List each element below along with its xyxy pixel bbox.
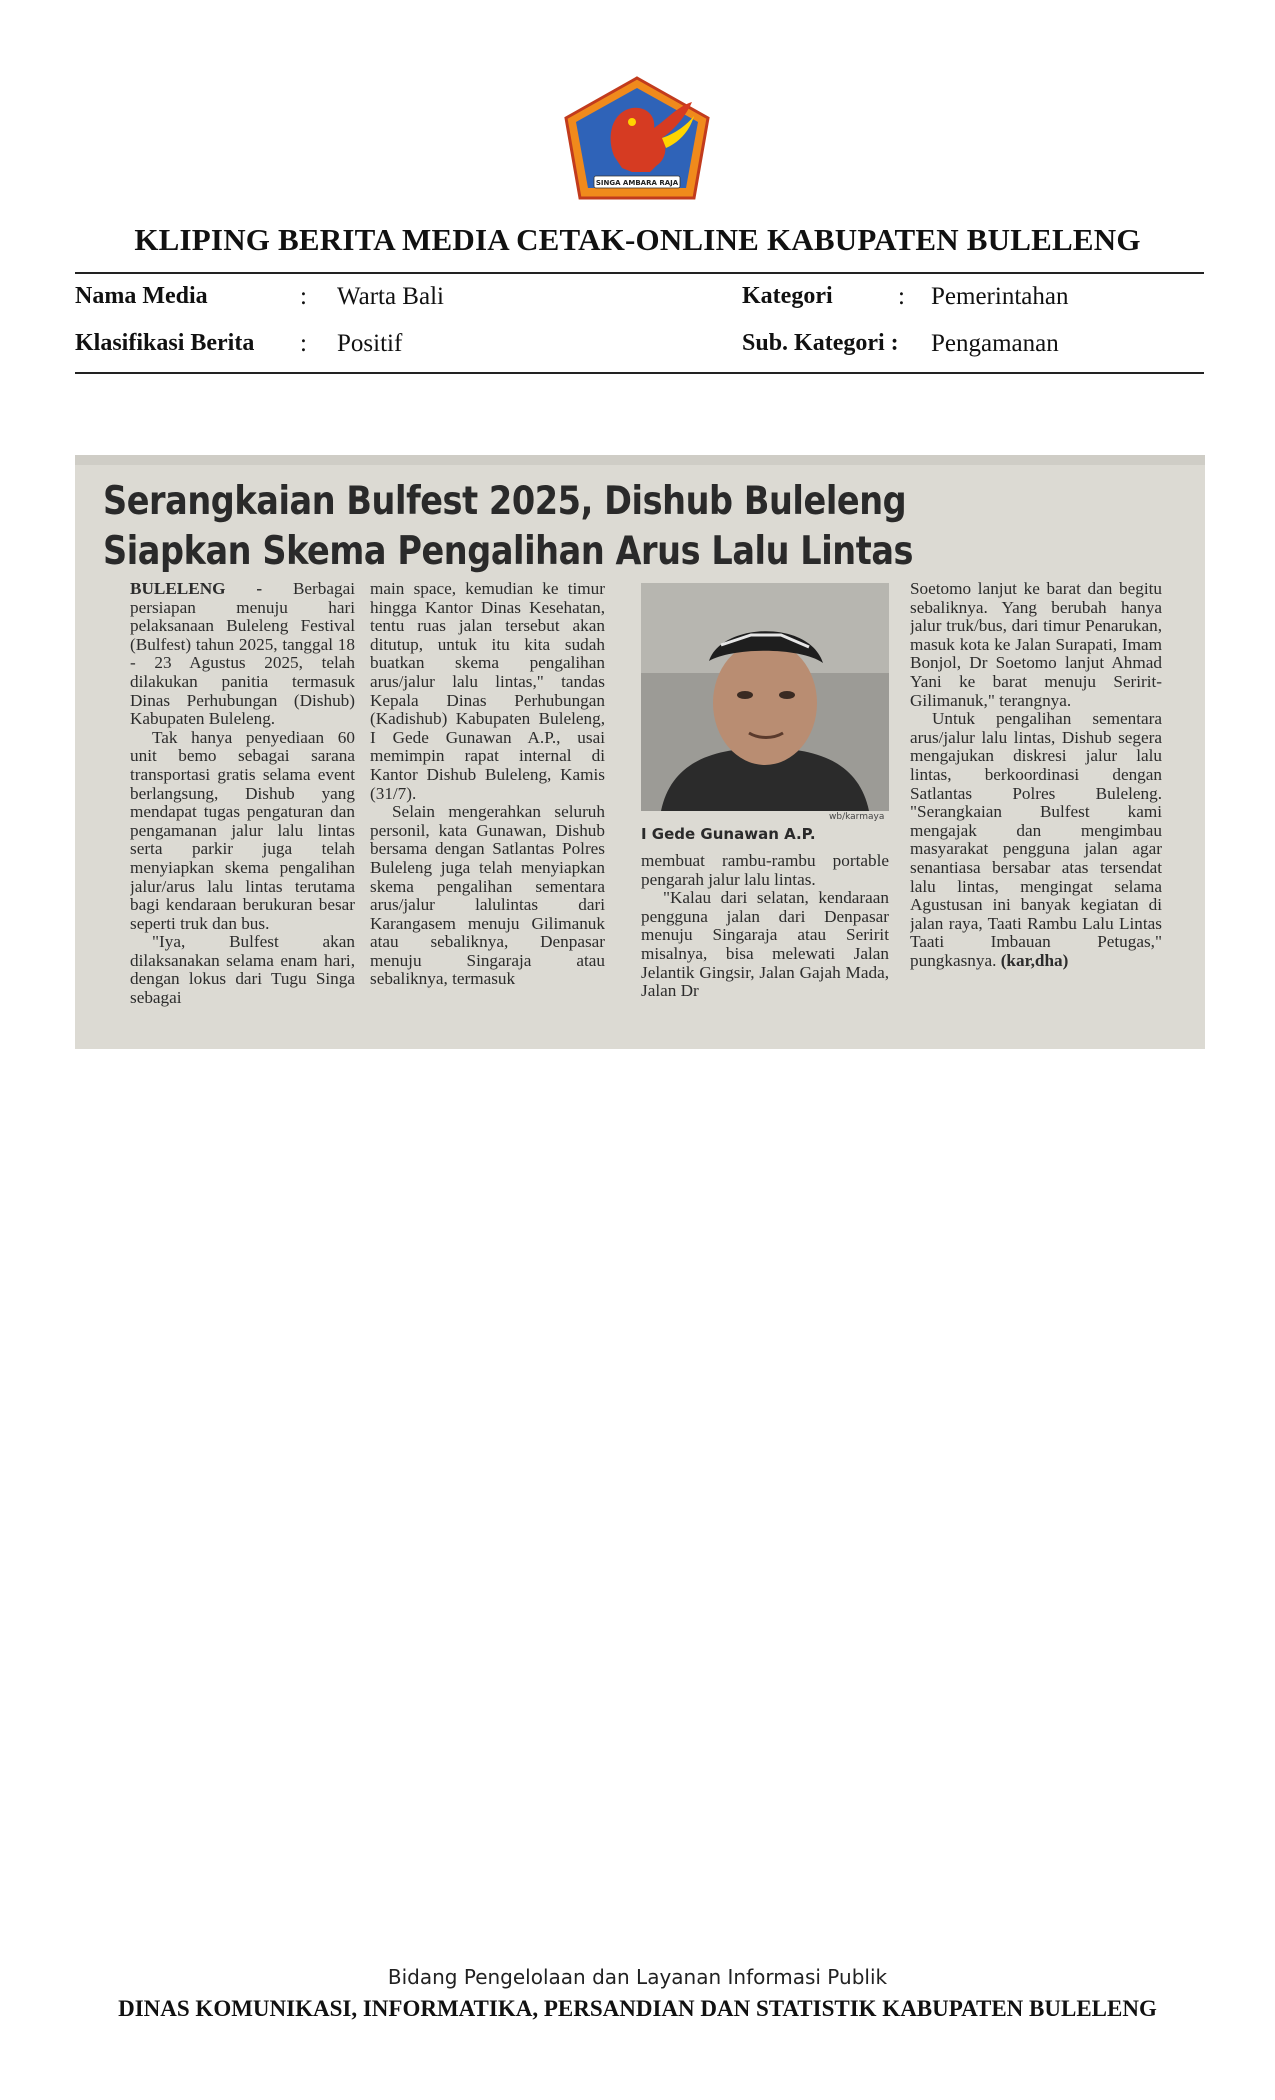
klasifikasi-value: Positif xyxy=(337,330,403,357)
newspaper-clipping xyxy=(75,455,1205,1049)
column-2-paragraph-1: main space, kemudian ke timur hingga Kantor Dinas Kesehatan, tentu ruas jalan tersebut akan ditutup, untuk itu kita sudah buatkan skema pengalihan arus/jalur lalu lintas," tandas Kepala Dinas Perhubungan (Kadishub) Kabupaten Buleleng, I Gede Gunawan A.P., usai memimpin rapat internal di Kantor Dishub Buleleng, Kamis (31/7). xyxy=(370,580,605,803)
subkategori-value: Pengamanan xyxy=(931,330,1059,357)
column-3-paragraph-1: membuat rambu-rambu portable pengarah jalur lalu lintas. xyxy=(641,852,889,889)
buleleng-emblem-logo xyxy=(562,76,712,200)
footer-agency: DINAS KOMUNIKASI, INFORMATIKA, PERSANDIAN DAN STATISTIK KABUPATEN BULELENG xyxy=(118,1996,1157,2021)
subkategori-label: Sub. Kategori : xyxy=(742,330,899,356)
portrait-illustration xyxy=(641,583,889,811)
column-1-paragraph-2: Tak hanya penyediaan 60 unit bemo sebagai sarana transportasi gratis selama event berlangsung, Dishub yang mendapat tugas pengaturan dan pengamanan jalur lalu lintas serta parkir juga telah menyiapkan skema pengalihan jalur/arus lalu lintas terutama bagi kendaraan berukuran besar seperti truk dan bus. xyxy=(130,727,355,933)
article-signature: (kar,dha) xyxy=(1000,950,1069,970)
klasifikasi-label: Klasifikasi Berita xyxy=(75,330,255,356)
media-separator: : xyxy=(300,283,307,310)
column-4-paragraph-1: Soetomo lanjut ke barat dan begitu sebaliknya. Yang berubah hanya jalur truk/bus, dari timur Penarukan, masuk kota ke Jalan Surapati, Imam Bonjol, Dr Soetomo lanjut Ahmad Yani ke barat menuju Seririt-Gilimanuk," terangnya. xyxy=(910,580,1162,710)
article-column-4 xyxy=(910,580,1162,1040)
article-column-3 xyxy=(641,852,889,1042)
header-top-rule xyxy=(75,272,1204,274)
column-4-paragraph-2: Untuk pengalihan sementara arus/jalur lalu lintas, Dishub segera mengajukan diskresi jalur lalu lintas, berkoordinasi dengan Satlantas Polres Buleleng. "Serangkaian Bulfest kami mengajak dan mengimbau masyarakat pengguna jalan agar senantiasa bersabar atas tersendat lalu lintas, mengingat selama Agustusan ini banyak kegiatan di jalan raya, Taati Rambu Lalu Lintas Taati Imbauan Petugas," pungkasnya. xyxy=(910,709,1162,970)
article-column-2 xyxy=(370,580,605,1040)
clipping-top-band xyxy=(75,455,1205,465)
photo-credit: wb/karmaya xyxy=(829,812,885,822)
header-bottom-rule xyxy=(75,372,1204,374)
photo-caption: I Gede Gunawan A.P. xyxy=(641,825,816,843)
klasifikasi-separator: : xyxy=(300,330,307,357)
document-title: KLIPING BERITA MEDIA CETAK-ONLINE KABUPATEN BULELENG xyxy=(134,222,1141,257)
column-1-paragraph-3: "Iya, Bulfest akan dilaksanakan selama enam hari, dengan lokus dari Tugu Singa sebagai xyxy=(130,932,355,1008)
kategori-separator: : xyxy=(898,283,905,310)
footer-division: Bidang Pengelolaan dan Layanan Informasi Publik xyxy=(387,1965,888,1989)
article-dateline: BULELENG - xyxy=(130,580,263,598)
media-label: Nama Media xyxy=(75,283,208,309)
column-3-paragraph-2: "Kalau dari selatan, kendaraan pengguna jalan dari Denpasar menuju Singaraja atau Seririt misalnya, bisa melewati Jalan Jelantik Gingsir, Jalan Gajah Mada, Jalan Dr xyxy=(641,888,889,1001)
kategori-value: Pemerintahan xyxy=(931,283,1069,310)
logo-motto-text: SINGA AMBARA RAJA xyxy=(595,179,679,187)
article-column-1 xyxy=(130,580,355,1040)
column-2-paragraph-2: Selain mengerahkan seluruh personil, kata Gunawan, Dishub bersama dengan Satlantas Polres Buleleng juga telah menyiapkan skema pengalihan sementara arus/jalur lalulintas dari Karangasem menuju Gilimanuk atau sebaliknya, Denpasar menuju Singaraja atau sebaliknya, termasuk xyxy=(370,802,605,989)
media-value: Warta Bali xyxy=(337,283,444,310)
kategori-label: Kategori xyxy=(742,283,833,309)
article-headline: Serangkaian Bulfest 2025, Dishub Buleleng Siapkan Skema Pengalihan Arus Lalu Lintas xyxy=(103,479,914,574)
column-1-paragraph-1: Berbagai persiapan menuju hari pelaksanaan Buleleng Festival (Bulfest) tahun 2025, tanggal 18 - 23 Agustus 2025, telah dilakukan panitia termasuk Dinas Perhubungan (Dishub) Kabupaten Buleleng. xyxy=(130,580,355,729)
article-photo xyxy=(641,583,889,811)
